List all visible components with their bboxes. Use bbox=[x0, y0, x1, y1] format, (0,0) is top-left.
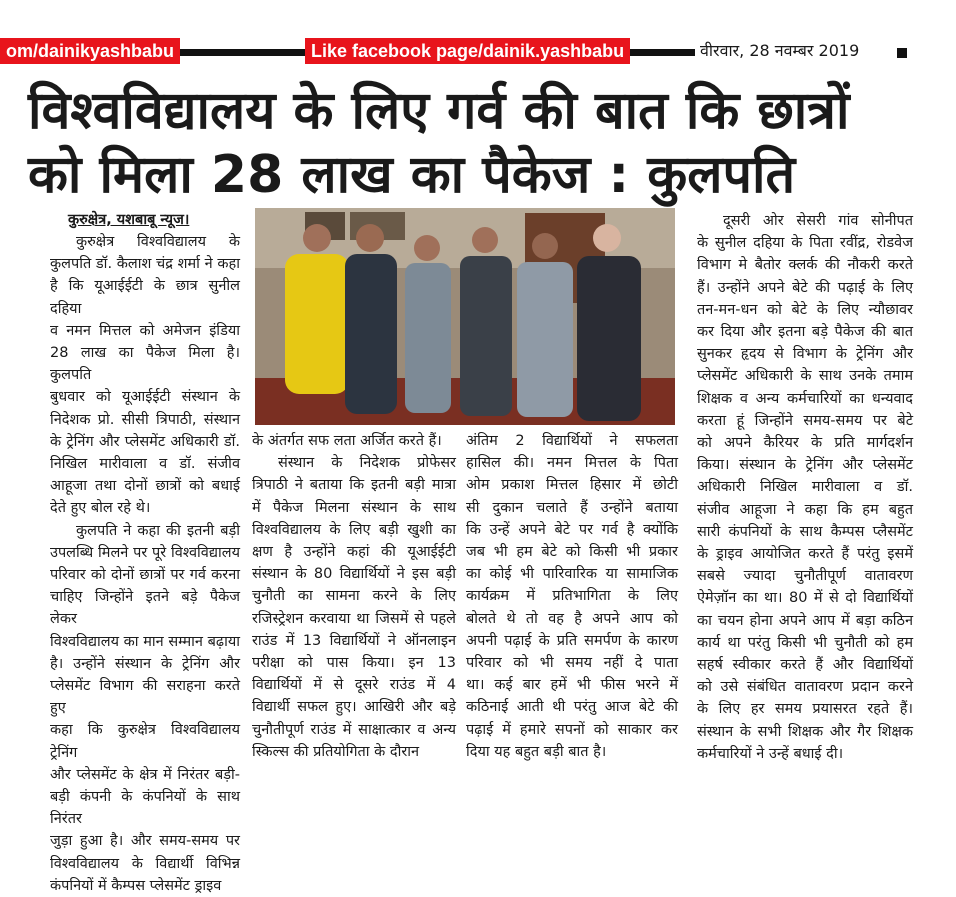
article-text-line: कहा कि कुरुक्षेत्र विश्वविद्यालय ट्रेनिंग bbox=[50, 722, 240, 761]
article-text-line: कुलपति डॉ. कैलाश चंद्र शर्मा ने कहा bbox=[50, 256, 240, 273]
article-text-line: सारी कंपनियों के साथ कैम्पस प्लैसमेंट bbox=[697, 523, 913, 540]
article-text-line: सी दुकान चलाते हैं उन्होंने बताया bbox=[466, 499, 678, 516]
article-text-line: को उसे संबंधित वातावरण प्रदान करने bbox=[697, 679, 913, 696]
article-text-line: सहर्ष स्वीकार करते हैं और विद्यार्थियों bbox=[697, 657, 913, 674]
article-text-line: चुनौती का सामना करने के लिए bbox=[252, 588, 456, 605]
article-text-line: के सुनील दहिया के पिता रवींद्र, रोडवेज bbox=[697, 235, 913, 252]
article-text-line: ओम प्रकाश मित्तल हिसार में छोटी bbox=[466, 477, 678, 494]
article-text-line: पढ़ाई में हमारे सपनों को साकार कर bbox=[466, 721, 678, 738]
article-text-line: अधिकारी निखिल मारीवाला व डॉ. bbox=[697, 479, 913, 496]
article-text-line: कर दिया और इतना बड़े पैकेज की बात bbox=[697, 324, 913, 341]
article-text-line: निदेशक प्रो. सीसी त्रिपाठी, संस्थान bbox=[50, 411, 240, 428]
article-text-line: हासिल की। नमन मित्तल के पिता bbox=[466, 455, 678, 472]
article-text-line: करता हूं जिन्होंने समय-समय पर बेटे bbox=[697, 412, 913, 429]
issue-date: वीरवार, 28 नवम्बर 2019 bbox=[700, 41, 860, 60]
article-text-line: प्लेसमेंट विभाग की सराहना करते हुए bbox=[50, 678, 240, 717]
article-text-line: जब भी हम बेटे को किसी भी प्रकार bbox=[466, 544, 678, 561]
article-text-line: हैं। उन्होंने अपने बेटे की पढ़ाई के लिए bbox=[697, 279, 913, 296]
article-text-line: है कि यूआईईटी के छात्र सुनील दहिया bbox=[50, 278, 240, 317]
article-text-line: चुनौतीपूर्ण राउंड में साक्षात्कार व अन्य bbox=[252, 721, 456, 738]
article-text-line: परिवार को भी समय नहीं दे पाता bbox=[466, 655, 678, 672]
column-4 bbox=[697, 210, 913, 765]
article-text-line: दूसरी ओर सेसरी गांव सोनीपत bbox=[723, 213, 913, 229]
article-text-line: था। कई बार हमें भी फीस भरने में bbox=[466, 677, 678, 694]
article-text-line: का कोई भी पारिवारिक या सामाजिक bbox=[466, 566, 678, 583]
article-text-line: कार्यक्रम में प्रतिभागिता के लिए bbox=[466, 588, 678, 605]
facebook-tag: Like facebook page/dainik.yashbabu bbox=[305, 38, 630, 64]
article-text-line: निखिल मारीवाला व डॉ. संजीव bbox=[50, 456, 240, 473]
article-text-line: अंतिम 2 विद्यार्थियों ने सफलता bbox=[466, 433, 678, 449]
article-text-line: कर्मचारियों ने उन्हें बधाई दी। bbox=[697, 745, 844, 762]
byline: कुरुक्षेत्र, यशबाबू न्यूज। bbox=[68, 212, 190, 228]
article-text-line: किया। संस्थान के ट्रेनिंग और प्लेसमेंट bbox=[697, 457, 913, 474]
article-text-line: अपनी पढ़ाई के प्रति समर्पण के कारण bbox=[466, 632, 678, 649]
article-text-line: कुलपति ने कहा की इतनी बड़ी bbox=[76, 522, 240, 539]
article-text-line: उपलब्धि मिलने पर पूरे विश्वविद्यालय bbox=[50, 544, 240, 561]
article-text-line: क्षण है उन्होंने कहां की यूआईईटी bbox=[252, 544, 456, 561]
article-text-line: विद्यार्थियों में से दूसरे राउंड में 4 bbox=[252, 677, 456, 694]
article-text-line: त्रिपाठी ने बताया कि इतनी बड़ी मात्रा bbox=[252, 477, 456, 494]
article-text-line: विश्वविद्यालय के विद्यार्थी विभिन्न bbox=[50, 855, 240, 872]
article-text-line: और प्लेसमेंट के क्षेत्र में निरंतर बड़ी- bbox=[50, 766, 240, 783]
article-text-line: कार्य था परंतु किसी भी चुनौती को हम bbox=[697, 634, 913, 651]
article-text-line: के ड्राइव आयोजित करते हैं परंतु इसमें bbox=[697, 546, 913, 563]
website-tag: om/dainikyashbabu bbox=[0, 38, 180, 64]
article-text-line: बड़ी कंपनी के कंपनियों के साथ निरंतर bbox=[50, 789, 240, 828]
article-text-line: कि उन्हें अपने बेटे पर गर्व है क्योंकि bbox=[466, 521, 678, 538]
article-text-line: बोलते थे तो वह है अपने आप को bbox=[466, 610, 678, 627]
article-text-line: राउंड में 13 विद्यार्थियों ने ऑनलाइन bbox=[252, 632, 456, 649]
column-1 bbox=[50, 209, 240, 897]
headline-line-1: विश्वविद्यालय के लिए गर्व की बात कि छात्रों bbox=[28, 81, 850, 141]
article-text-line: रजिस्ट्रेशन करवाया था जिसमें से पहले bbox=[252, 610, 456, 627]
article-text-line: परिवार को दोनों छात्रों पर गर्व करना bbox=[50, 567, 240, 584]
article-text-line: दिया यह बहुत बड़ी बात है। bbox=[466, 743, 607, 760]
article-text-line: तन-मन-धन को बेटे के लिए न्यौछावर bbox=[697, 301, 913, 318]
article-text-line: ऐमेज़ॉन का था। 80 में से दो विद्यार्थियों bbox=[697, 590, 913, 607]
square-bullet-icon bbox=[897, 48, 907, 58]
article-text-line: विद्यार्थी सफल हुए। आखिरी और बड़े bbox=[252, 699, 456, 716]
article-text-line: के अंतर्गत सफ लता अर्जित करते हैं। bbox=[252, 433, 442, 449]
article-text-line: व नमन मित्तल को अमेजन इंडिया bbox=[50, 322, 240, 339]
article-text-line: संस्थान के 80 विद्यार्थियों ने इस बड़ी bbox=[252, 566, 456, 583]
article-text-line: जुड़ा हुआ है। और समय-समय पर bbox=[50, 833, 240, 850]
article-text-line: चाहिए जिन्होंने इतने बड़े पैकेज लेकर bbox=[50, 589, 240, 628]
article-text-line: के ट्रेनिंग और प्लेसमेंट अधिकारी डॉ. bbox=[50, 433, 240, 450]
article-text-line: को अपने कैरियर के प्रति मार्गदर्शन bbox=[697, 435, 913, 452]
article-text-line: संस्थान के निदेशक प्रोफेसर bbox=[278, 455, 456, 472]
article-text-line: है। उन्होंने संस्थान के ट्रेनिंग और bbox=[50, 655, 240, 672]
article-text-line: 28 लाख का पैकेज मिला है। कुलपति bbox=[50, 345, 240, 384]
news-photo bbox=[255, 208, 675, 425]
article-text-line: सुनकर हृदय से विभाग के ट्रेनिंग और bbox=[697, 346, 913, 363]
article-text-line: में पैकेज मिलना संस्थान के साथ bbox=[252, 499, 456, 516]
article-text-line: परीक्षा को पास किया। इन 13 bbox=[252, 655, 456, 672]
article-text-line: कठिनाई आती थी परंतु आज बेटे की bbox=[466, 699, 678, 716]
article-text-line: के लिए हर समय प्रयासरत रहते हैं। bbox=[697, 701, 913, 718]
article-text-line: स्किल्स की प्रतियोगिता के दौरान bbox=[252, 743, 420, 760]
article-text-line: बुधवार को यूआईईटी संस्थान के bbox=[50, 389, 240, 406]
masthead-bar bbox=[0, 38, 956, 64]
column-3 bbox=[466, 430, 678, 763]
divider bbox=[160, 49, 310, 56]
article-text-line: प्लेसमेंट अधिकारी के साथ उनके तमाम bbox=[697, 368, 913, 385]
article-text-line: कुरुक्षेत्र विश्वविद्यालय के bbox=[76, 234, 240, 250]
article-text-line: संजीव आहूजा ने कहा कि हम बहुत bbox=[697, 501, 913, 518]
column-2 bbox=[252, 430, 456, 763]
headline-line-2: को मिला 28 लाख का पैकेज : कुलपति bbox=[28, 145, 796, 205]
article-text-line: संस्थान के सभी शिक्षक और गैर शिक्षक bbox=[697, 723, 913, 740]
article-text-line: सबसे ज्यादा चुनौतीपूर्ण वातावरण bbox=[697, 568, 913, 585]
article-text-line: शिक्षक व अन्य कर्मचारियों का धन्यवाद bbox=[697, 390, 913, 407]
article-text-line: विभाग मे बैतोर क्लर्क की नौकरी करते bbox=[697, 257, 913, 274]
article-text-line: का चयन होना अपने आप में बड़ा कठिन bbox=[697, 612, 913, 629]
group-photo-image bbox=[255, 208, 675, 425]
article-text-line: विश्वविद्यालय का मान सम्मान बढ़ाया bbox=[50, 633, 240, 650]
article-text-line: विश्वविद्यालय के लिए बड़ी खुशी का bbox=[252, 521, 456, 538]
article-text-line: आहूजा तथा दोनों छात्रों को बधाई bbox=[50, 478, 240, 495]
article-text-line: देते हुए बोल रहे थे। bbox=[50, 500, 151, 517]
adjacent-article-edge bbox=[0, 70, 16, 670]
article-text-line: कंपनियों में कैम्पस प्लेसमेंट ड्राइव bbox=[50, 877, 222, 894]
